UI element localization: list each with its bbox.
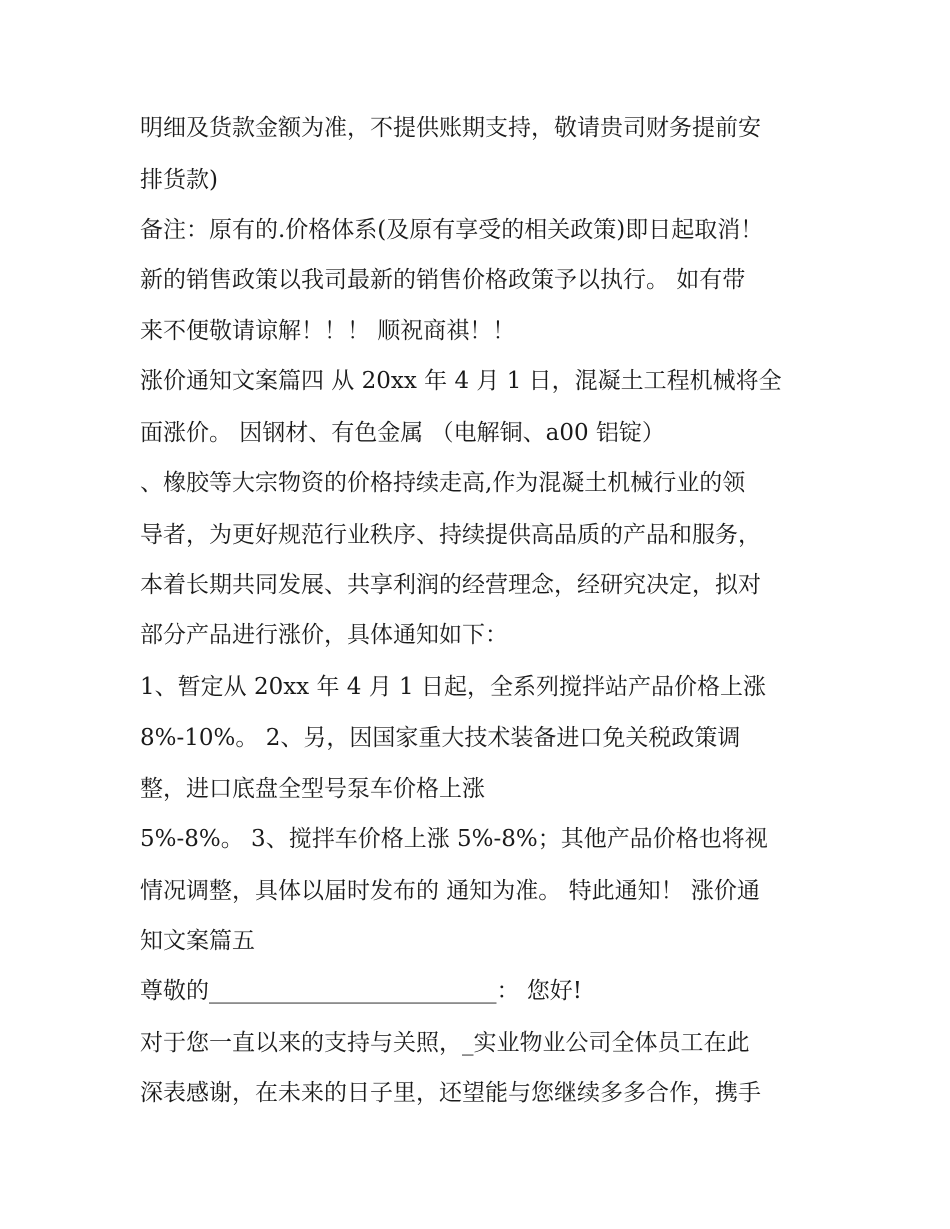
text-line: 对于您一直以来的支持与关照，_实业物业公司全体员工在此 — [140, 1030, 750, 1056]
section-heading-line: 知文案篇五 — [140, 928, 255, 954]
text-line: 备注：原有的.价格体系(及原有享受的相关政策)即日起取消！ — [140, 217, 764, 243]
text-line: 情况调整，具体以届时发布的 通知为准。 特此通知！ 涨价通 — [140, 878, 760, 904]
text-line: 明细及货款金额为准，不提供账期支持，敬请贵司财务提前安 — [140, 115, 761, 141]
text-line: 8%-10%。 2、另，因国家重大技术装备进口免关税政策调 — [140, 725, 741, 751]
salutation-line: 尊敬的_________________________： 您好! — [140, 978, 583, 1004]
text-line: 部分产品进行涨价，具体通知如下： — [140, 622, 508, 648]
text-line: 新的销售政策以我司最新的销售价格政策予以执行。 如有带 — [140, 267, 746, 293]
text-line: 排货款) — [140, 167, 218, 193]
text-line: 5%-8%。 3、搅拌车价格上涨 5%-8%；其他产品价格也将视 — [140, 826, 768, 852]
text-line: 导者，为更好规范行业秩序、持续提供高品质的产品和服务， — [140, 522, 761, 548]
text-line: 来不便敬请谅解！！！ 顺祝商祺！！ — [140, 318, 516, 344]
text-line: 、橡胶等大宗物资的价格持续走高,作为混凝土机械行业的领 — [140, 470, 746, 496]
text-line: 深表感谢，在未来的日子里，还望能与您继续多多合作，携手 — [140, 1080, 761, 1106]
text-line: 面涨价。 因钢材、有色金属 （电解铜、a00 铝锭） — [140, 420, 665, 446]
text-line: 1、暂定从 20xx 年 4 月 1 日起，全系列搅拌站产品价格上涨 — [140, 674, 766, 700]
text-line: 本着长期共同发展、共享利润的经营理念，经研究决定，拟对 — [140, 572, 761, 598]
section-heading-line: 涨价通知文案篇四 从 20xx 年 4 月 1 日，混凝土工程机械将全 — [140, 368, 782, 394]
text-line: 整，进口底盘全型号泵车价格上涨 — [140, 776, 485, 802]
